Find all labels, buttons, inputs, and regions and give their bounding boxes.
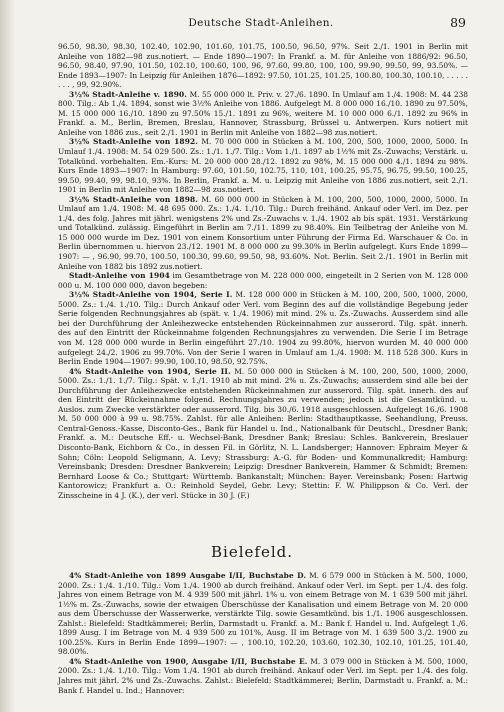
paragraph-text: im Gesamtbetrage von M. 228 000 000, eingeteilt in 2 Serien von M. 128 000 000 u. M. 100 000 000, davon begeben:: [58, 271, 468, 290]
loan-heading: 4% Stadt-Anleihe von 1904, Serie II.: [69, 366, 231, 376]
bielefeld-loans-text: [58, 571, 468, 695]
running-header: [56, 17, 466, 31]
loan-heading: 4% Stadt-Anleihe von 1900, Ausgabe I/II, Buchstabe E.: [69, 656, 308, 666]
running-title: Deutsche Stadt-Anleihen.: [188, 17, 334, 29]
loan-heading: Stadt-Anleihe von 1904: [69, 271, 170, 281]
paragraph: [58, 195, 468, 271]
paragraph: [58, 367, 468, 501]
loan-heading: 3½% Stadt-Anleihe v. 1890.: [69, 89, 188, 99]
loan-heading: 3½% Stadt-Anleihe von 1892.: [69, 137, 199, 147]
paragraph: [58, 657, 468, 695]
section-heading-bielefeld: Bielefeld.: [211, 543, 293, 561]
paragraph-text: M. 50 000 000 in Stücken à M. 100, 200, 500, 1000, 2000, 5000. Zs.: 1./1. 1./7. Tilg.: Spät. v. 1./1. 1910 ab mit mind. 2% u. Zs.-Zuwachs; ausserdem sind alle bei der Durchführung der Anleihezwecke entstehenden Rückeinnahmen zur ausserord. Tilg. spät. innerh. des auf den Eintritt der Rückeinnahme folgend. Rechnungsjahres zu verwenden; jedoch ist die Gesamtkünd. u. Auslos. zum Zwecke verstärkter oder ausserord. Tilg. bis 30./6. 1918 ausgeschlossen. Aufgelegt 16./6. 1908 M. 50 000 000 à 99 u. 98.75%. Zahlst. für alle Anleihen: Berlin: Stadthauptkasse, Seehandlung, Preuss. Central-Genoss.-Kasse, Disconto-Ges., Bank für Handel u. Ind., Nationalbank für Deutschl., Dresdner Bank; Frankf. a. M.: Deutsche Eff.- u. Wechsel-Bank, Dresdner Bank; Breslau: Schles. Bankverein, Breslauer Disconto-Bank, Eichborn & Co., in dessen Fil. in Görlitz, N. L. Landsberger; Hannover: Ephraim Meyer & Sohn; Cöln: Leopold Seligmann, A. Levy; Strassburg: A.-G. für Boden- und Kommunalkredit; Hamburg: Vereinsbank; Dresden: Dresdner Bankverein; Leipzig: Dresdner Bankverein, Hammer & Schmidt; Bremen: Bernhard Loose & Co.; Stuttgart: Württemb. Bankanstalt; München: Bayer. Vereinsbank; Posen: Hartwig Kantorowicz; Frankfurt a. O.: Reinhold Seydel, Gebr. Levy; Stettin: F. W. Philippson & Co. Verl. der Zinsscheine in 4 J. (K.), der verl. Stücke in 30 J. (F.): [58, 366, 468, 500]
paragraph-text: M. 128 000 000 in Stücken à M. 100, 200, 500, 1000, 2000, 5000. Zs.: 1./4. 1./10. Tilg.: Durch Ankauf oder Verl. vom Beginn des auf die vollständige Begebung jeder Serie folgenden Rechnungsjahres ab (spät. v. 1./4. 1906) mit mind. 2% u. Zs.-Zuwachs. Ausserdem sind alle bei der Durchführung der Anleihezwecke entstehenden Rückeinnahmen zur ausserord. Tilg. spät. innerh. des auf den Eintritt der Rückeinnahme folgenden Rechnungsjahres zu verwenden. Die Serie I im Betrage von M. 128 000 000 wurde in Berlin eingeführt 27./10. 1904 zu 99.80%, hiervon wurden M. 40 000 000 aufgelegt 24./2. 1906 zu 99.70%. Von der Serie I waren in Umlauf am 1./4. 1908: M. 118 528 300. Kurs in Berlin Ende 1904—1907: 99.90, 100.10, 98.50, 92.75%.: [58, 290, 468, 367]
paragraph-text: M. 6 579 000 in Stücken à M. 500, 1000, 2000. Zs.: 1./4. 1./10. Tilg.: Vom 1./4. 1900 ab durch freihänd. Ankauf oder Verl. im Sept. per 1./4. des folg. Jahres von einem Betrage von M. 4 939 500 mit jährl. 1% u. von einem Betrage von M. 1 639 500 mit jährl. 1½% m. Zs.-Zuwachs, sowie der etwaigen Überschüsse der Kanalisation und einem Betrage von M. 20 000 aus dem Überschusse der Wasserwerke, verstärkte Tilg. sowie Gesamtkünd. bis 1./1. 1906 ausgeschlossen. Zahlst.: Bielefeld: Stadtkämmerei; Berlin, Darmstadt u. Frankf. a. M.: Bank f. Handel u. Ind. Aufgelegt 1./6. 1899 Ausg. I im Betrage von M. 4 939 500 zu 101%, Ausg. II im Betrage von M. 1 639 500 3./2. 1900 zu 100.25%. Kurs in Berlin Ende 1899—1907: — , 100.10, 102.20, 103.60, 102.30, 102.10, 101.25, 101.40, 98.00%.: [58, 571, 468, 657]
berlin-loans-text: [58, 42, 468, 500]
paragraph-text: M. 70 000 000 in Stücken à M. 100, 200, 500, 1000, 2000, 5000. In Umlauf 1./4. 1908: M. 54 029 500. Zs.: 1./1. 1./7. Tilg.: Vom 1./1. 1897 ab 1½% mit Zs.-Zuwachs; Verstärk. u. Totalkünd. vorbehalten. Em.-Kurs: M. 20 000 000 28./12. 1892 zu 98%, M. 15 000 000 4./1. 1894 zu 98%. Kurs Ende 1893—1907: In Hamburg: 97.60, 101.50, 102.75, 110, 101, 100.25, 95.75, 96.75, 99.50, 100.25, 99.50, 99.40, 99, 98.10, 93%. In Berlin, Frankf. a. M. u. Leipzig mit Anleihe von 1886 zus.notiert, seit 2./1. 1901 in Berlin mit Anleihe von 1882—98 zus.notiert.: [58, 137, 468, 195]
paragraph: [58, 290, 468, 366]
paragraph-text: M. 60 000 000 in Stücken à M. 100, 200, 500, 1000, 2000, 5000. In Umlauf am 1./4. 1908: M. 48 695 000. Zs.: 1./4. 1./10. Tilg.: Durch freihänd. Ankauf oder Verl. im Dez. per 1./4. des folg. Jahres mit jährl. wenigstens 2% und Zs.-Zuwachs v. 1./4. 1902 ab bis spät. 1931. Verstärkung und Totalkünd. zulässig. Eingeführt in Berlin am 7./11. 1899 zu 98.40%. Ein Teilbetrag der Anleihe von M. 15 000 000 wurde im Dez. 1901 von einem Konsortium unter Führung der Firma Ed. Warschauer & Co. in Berlin übernommen u. hiervon 23./12. 1901 M. 8 000 000 zu 99.30% in Berlin aufgelegt. Kurs Ende 1899—1907: — , 96.90, 99.70, 100.50, 100.30, 99.60, 99.50, 98, 93.60%. Not. Berlin. Seit 2./1. 1901 in Berlin mit Anleihe von 1882 bis 1892 zus.notiert.: [58, 194, 468, 271]
page-gutter: [0, 0, 16, 712]
paragraph: [58, 271, 468, 290]
paragraph: [58, 571, 468, 657]
loan-heading: 4% Stadt-Anleihe von 1899 Ausgabe I/II, Buchstabe D.: [69, 571, 307, 580]
loan-heading: 3½% Stadt-Anleihe von 1898.: [69, 194, 199, 204]
paragraph: [58, 137, 468, 194]
paragraph: [58, 90, 468, 138]
paragraph-text: M. 3 079 000 in Stücken à M. 500, 1000, 2000. Zs.: 1./4. 1./10. Tilg.: Vom 1./4. 1901 ab durch freihänd. Ankauf oder Verl. im Sept. per 1./4. des folg. Jahres mit jährl. 2% und Zs.-Zuwachs. Zahlst.: Bielefeld: Stadtkämmerei; Berlin, Darmstadt u. Frankf. a. M.: Bank f. Handel u. Ind.; Hannover:: [58, 656, 468, 695]
paragraph-text: M. 55 000 000 lt. Priv. v. 27./6. 1890. In Umlauf am 1./4. 1908: M. 44 238 800. Tilg.: Ab 1./4. 1894, sonst wie 3½% Anleihe von 1886. Aufgelegt M. 8 000 000 16./10. 1890 zu 97.50%, M. 15 000 000 16./10. 1890 zu 97.50% 15./1. 1891 zu 96%, weitere M. 10 000 000 6./1. 1892 zu 96% in Frankf. a. M., Berlin, Bremen, Breslau, Hannover, Strassburg, Brüssel u. Antwerpen. Kurs notiert mit Anleihe von 1886 zus., seit 2./1. 1901 in Berlin mit Anleihe von 1882—98 zus.notiert.: [58, 89, 468, 137]
page-number: 89: [450, 15, 466, 30]
paragraph-text: 96.50, 98.30, 98.30, 102.40, 102.90, 101.60, 101.75, 100.50, 96.50, 97%. Seit 2./1. 1901 in Berlin mit Anleihe von 1882—98 zus.notiert. — Ende 1890—1907: In Frankf. a. M. für Anleihe von 1886/92: 96.50, 96.50, 98.40, 97.90, 101.50, 102.10, 100.60, 100, 96, 97.60, 99.80, 100, 100, 99.90, 99.50, 99, 93.50%. — Ende 1893—1907: In Leipzig für Anleihen 1876—1892: 97.50, 101.25, 101.25, 100.80, 100.30, 100.10, . . . . . . . . , 99, 92.90%.: [58, 42, 468, 90]
paragraph: [58, 42, 468, 90]
loan-heading: 3½% Stadt-Anleihe von 1904, Serie I.: [69, 290, 233, 300]
